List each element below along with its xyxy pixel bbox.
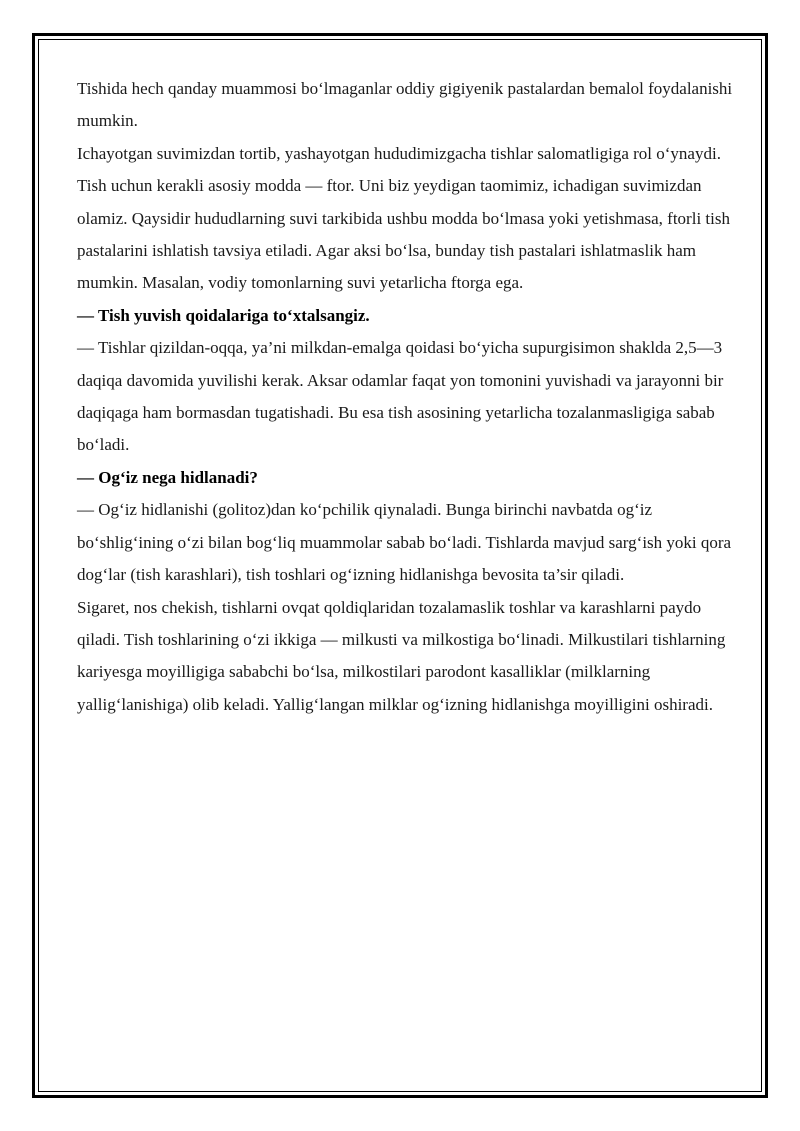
section-heading: — Og‘iz nega hidlanadi? (77, 467, 258, 487)
document-body (77, 73, 737, 721)
paragraph: Ichayotgan suvimizdan tortib, yashayotgan hududimizgacha tishlar salomatligiga rol o‘ynaydi. Tish uchun kerakli asosiy modda — ftor. Uni biz yeydigan taomimiz, ichadigan suvimizdan olamiz. Qaysidir hududlarning suvi tarkibida ushbu modda bo‘lmasa yoki yetishmasa, ftorli tish pastalarini ishlatish tavsiya etiladi. Agar aksi bo‘lsa, bunday tish pastalari ishlatmaslik ham mumkin. Masalan, vodiy tomonlarning suvi yetarlicha ftorga ega. (77, 143, 730, 293)
paragraph: — Tishlar qizildan-oqqa, ya’ni milkdan-emalga qoidasi bo‘yicha supurgisimon shaklda 2,5—3 daqiqa davomida yuvilishi kerak. Aksar odamlar faqat yon tomonini yuvishadi va jarayonni bir daqiqaga ham bormasdan tugatishadi. Bu esa tish asosining yetarlicha tozalanmasligiga sabab bo‘ladi. (77, 338, 724, 455)
paragraph: Tishida hech qanday muammosi bo‘lmaganlar oddiy gigiyenik pastalardan bemalol foydalanishi mumkin. (77, 79, 733, 131)
section-heading: — Tish yuvish qoidalariga to‘xtalsangiz. (77, 305, 370, 325)
paragraph: — Og‘iz hidlanishi (golitoz)dan ko‘pchilik qiynaladi. Bunga birinchi navbatda og‘iz bo‘shlig‘ining o‘zi bilan bog‘liq muammolar sabab bo‘ladi. Tishlarda mavjud sarg‘ish yoki qora dog‘lar (tish karashlari), tish toshlari og‘izning hidlanishga bevosita ta’sir qiladi. (77, 500, 732, 585)
paragraph: Sigaret, nos chekish, tishlarni ovqat qoldiqlaridan tozalamaslik toshlar va karashlarni paydo qiladi. Tish toshlarining o‘zi ikkiga — milkusti va milkostiga bo‘linadi. Milkustilari tishlarning kariyesga moyilligiga sababchi bo‘lsa, milkostilari parodont kasalliklar (milklarning yallig‘lanishiga) olib keladi. Yallig‘langan milklar og‘izning hidlanishga moyilligini oshiradi. (77, 597, 726, 714)
